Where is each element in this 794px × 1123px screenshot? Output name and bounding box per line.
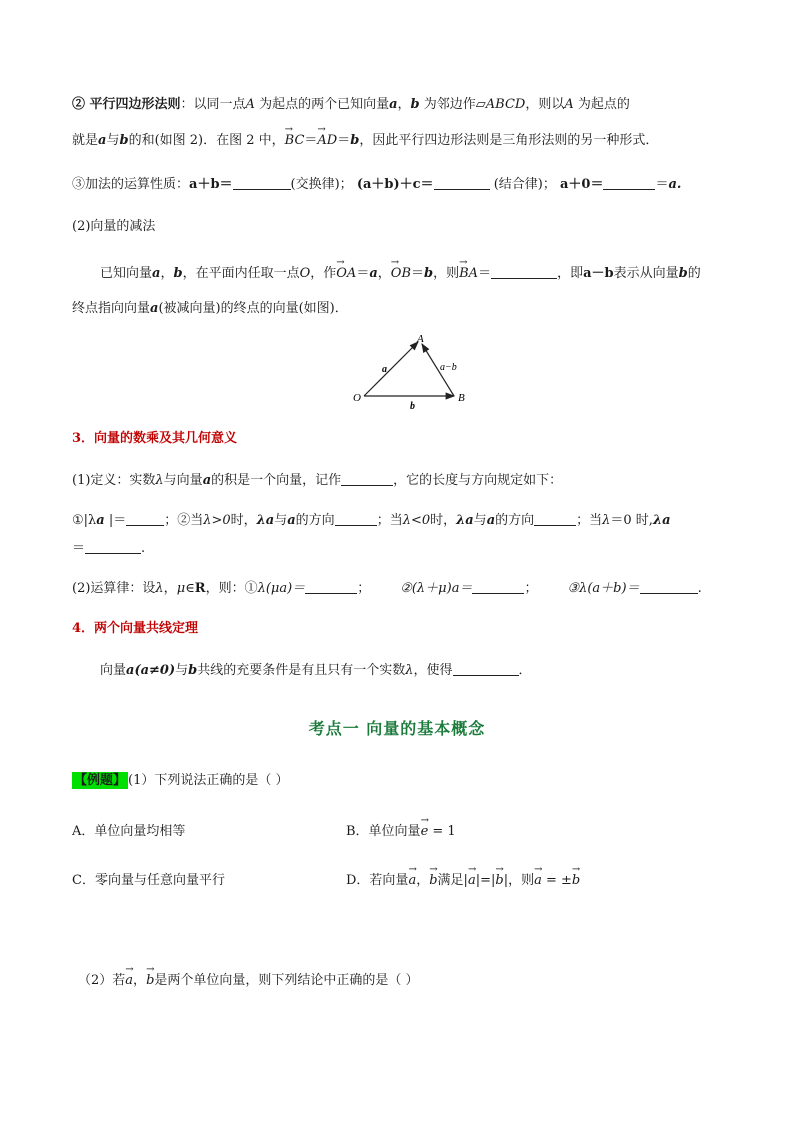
text: ＝ [72,541,86,556]
vector-e: → e [421,823,429,841]
reals: R [194,581,206,596]
vector-bc: → BC [285,132,305,150]
answer-blank [126,512,164,526]
vector-oa-arrow [364,342,418,396]
label-vec-b: b [410,401,415,410]
text: (2)运算律：设 [72,581,156,596]
lambda: λ [602,513,611,528]
option-b[interactable] [346,823,456,841]
vector-ad: → AD [317,132,337,150]
text: ， [377,266,391,281]
label-a-minus-b: a−b [440,362,457,373]
lambda-a: λa [456,513,474,528]
answer-blank [305,580,357,594]
addition-properties [72,176,681,194]
subtraction-line-1 [100,265,701,283]
point-a: A [564,97,574,112]
text: ＝0 时, [610,513,653,528]
parallelogram-abcd: ▱ABCD [475,97,526,112]
vector-a: a [202,473,212,488]
vector-a: a [486,513,496,528]
text: 就是 [72,133,99,148]
vector-a: a [150,301,159,316]
scalar-heading: 3．向量的数乘及其几何意义 [72,431,238,446]
commutative-law: (交换律)； [290,177,353,192]
subtraction-heading: (2)向量的减法 [72,219,156,234]
option-a[interactable]: A．单位向量均相等 [72,824,186,839]
text: B．单位向量 [346,824,421,839]
answer-blank [341,472,393,486]
text: 时， [230,513,257,528]
text: ，作 [310,266,337,281]
text: ；当 [576,513,603,528]
text: ，使得 [413,663,453,678]
associative-expr: (a＋b)＋c＝ [356,177,434,192]
vector-a: → a [408,872,416,890]
text: . [697,581,702,596]
vector-a: a [369,266,378,281]
text: ，即 [557,266,584,281]
vector-b: → b [146,972,154,990]
lambda-negative: λ<0 [402,513,431,528]
lambda-positive: λ>0 [203,513,231,528]
text: 时， [430,513,457,528]
commutative-expr: a＋b＝ [189,177,233,192]
lambda-a: λa [652,513,671,528]
answer-blank [534,512,576,526]
text: 与向量 [163,473,203,488]
text: ：以同一点 [180,97,246,112]
lambda: λ [155,581,164,596]
vector-a-nonzero: a(a≠0) [126,663,176,678]
addition-properties-label: ③加法的运算性质： [72,177,190,192]
text: ，在平面内任取一点 [182,266,300,281]
text: 为起点的两个已知向量 [254,97,390,112]
scalar-definition [72,472,562,490]
text: ；当 [376,513,403,528]
vector-b: b [173,266,183,281]
text: |＝ [104,513,127,528]
vector-b: → b [572,872,580,890]
lambda: λ [155,473,164,488]
lambda-a: λa [256,513,275,528]
law-2-expr: ②(λ＋μ)a＝ [400,581,473,596]
answer-blank [491,265,557,279]
law-1-expr: λ(μa)＝ [257,581,306,596]
vector-a: → a [534,872,542,890]
vector-oa: → OA [336,265,356,283]
text: 与 [274,513,288,528]
text: ， [163,581,177,596]
text: 的方向 [295,513,335,528]
example-question-1 [72,772,289,790]
point-o: O [299,266,311,281]
text: ，则以 [525,97,565,112]
mu: μ [176,581,186,596]
text: 的 [687,266,701,281]
vector-b: → b [429,872,437,890]
a-minus-b: a－b [583,266,614,281]
vector-a: a [98,133,107,148]
text: |，则 [503,873,535,888]
text: 表示从向量 [613,266,679,281]
scalar-laws [72,580,702,598]
vector-b: b [410,97,420,112]
text: ，因此平行四边形法则是三角形法则的另一种形式． [359,133,659,148]
text: ； [357,581,371,596]
vector-ba: → BA [459,265,478,283]
answer-blank [233,176,291,190]
text: 与 [175,663,189,678]
section-title: 考点一 向量的基本概念 [308,719,486,738]
vector-a: → a [468,872,476,890]
point-a: A [245,97,255,112]
label-o: O [353,392,361,404]
text: ＝ [337,133,351,148]
text: ， [160,266,174,281]
answer-blank [640,580,698,594]
subtraction-line-2 [72,300,348,318]
text: ＝ [356,266,370,281]
text: 满足| [437,873,468,888]
vector-a: a [287,513,296,528]
text: 共线的充要条件是有且只有一个实数 [197,663,406,678]
parallelogram-rule-label: ② 平行四边形法则 [72,97,181,112]
collinear-theorem [100,662,532,680]
text: ①|λ [72,513,97,528]
text: (被减向量)的终点的向量(如图)． [158,301,348,316]
text: （2）若 [78,973,126,988]
text: ， [133,973,147,988]
text: 与 [106,133,120,148]
question-1-text: (1）下列说法正确的是（ ） [128,773,289,788]
text: ∈ [185,581,195,596]
vector-b: b [119,133,129,148]
text: ， [397,97,411,112]
answer-blank [453,662,519,676]
associative-law: (结合律)； [489,177,556,192]
text: ＝ [655,177,669,192]
example-question-2 [78,972,419,990]
answer-blank [434,176,490,190]
text: = ± [541,873,572,888]
text: 已知向量 [100,266,153,281]
text: 终点指向向量 [72,301,151,316]
text: ， [416,873,430,888]
vector-b: b [424,266,434,281]
text: 为起点的 [573,97,630,112]
vector-ob: → OB [391,265,411,283]
law-3-expr: ③λ(a＋b)＝ [567,581,640,596]
text: 与 [473,513,487,528]
scalar-rules-line-1 [72,512,671,530]
parallelogram-rule-line-2 [72,132,658,150]
vector-a: a [389,97,398,112]
scalar-rules-line-2 [72,540,145,558]
text: D．若向量 [346,873,409,888]
answer-blank [85,540,141,554]
vector-a: → a [125,972,133,990]
lambda: λ [405,663,414,678]
parallelogram-rule-line-1 [72,96,630,114]
vector-a: a [96,513,105,528]
answer-blank [603,176,655,190]
text: ；②当 [164,513,204,528]
example-tag: 【例题】 [74,773,127,788]
text: ，则：① [205,581,258,596]
label-b: B [458,392,465,404]
text: 的方向 [495,513,535,528]
text: . [141,541,146,556]
vector-b: → b [495,872,503,890]
text: 向量 [100,663,127,678]
answer-blank [335,512,377,526]
label-a: A [417,333,424,345]
text: 是两个单位向量，则下列结论中正确的是（ ） [154,973,419,988]
text: (1)定义：实数 [72,473,156,488]
vector-a: a. [668,177,682,192]
label-vec-a: a [382,364,387,375]
text: ； [524,581,538,596]
text: ＝ [411,266,425,281]
text: ，则 [433,266,460,281]
text: = 1 [428,824,456,839]
text: 的和(如图 2)．在图 2 中， [128,133,285,148]
vector-b: b [678,266,688,281]
vector-b: b [350,133,360,148]
vector-subtraction-figure [340,330,480,410]
option-d[interactable] [346,872,580,890]
text: 的积是一个向量，记作 [211,473,342,488]
text: ． [518,663,532,678]
text: ，它的长度与方向规定如下： [393,473,563,488]
text: 为邻边作 [419,97,476,112]
collinear-heading: 4．两个向量共线定理 [72,621,199,636]
vector-a: a [152,266,161,281]
option-c[interactable]: C．零向量与任意向量平行 [72,873,225,888]
text: ＝ [478,266,492,281]
text: |=| [475,873,496,888]
vector-b: b [188,663,198,678]
answer-blank [472,580,524,594]
zero-expr: a＋0＝ [559,177,604,192]
text: ＝ [304,133,318,148]
